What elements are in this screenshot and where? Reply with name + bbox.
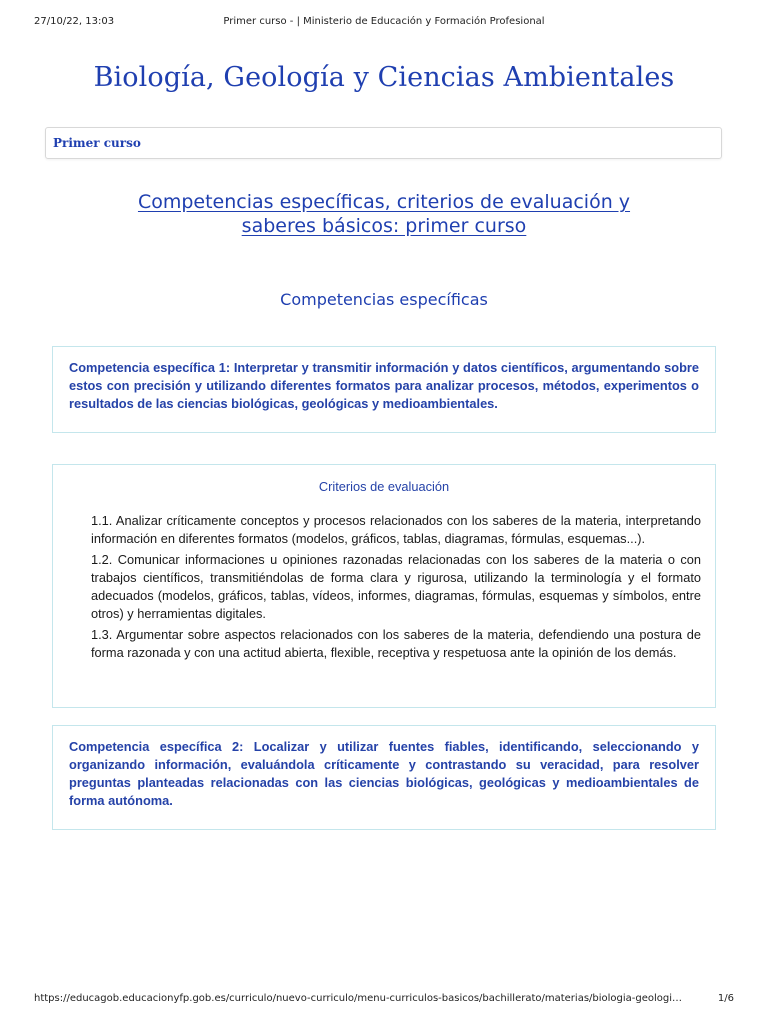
competencia-box-1 bbox=[52, 346, 716, 433]
criterio-item: 1.2. Comunicar informaciones u opiniones razonadas relacionadas con los saberes de la materia o con trabajos científicos, transmitiéndolas de forma clara y rigurosa, utilizando la terminología y el formato adecuados (modelos, gráficos, tablas, vídeos, informes, diagramas, fórmulas, esquemas y símbolos, entre otros) y herramientas digitales. bbox=[91, 552, 701, 621]
competencia-box-2 bbox=[52, 725, 716, 830]
breadcrumb-link-primer-curso[interactable]: Primer curso bbox=[53, 136, 141, 150]
subsection-title: Competencias específicas bbox=[280, 290, 488, 309]
breadcrumb bbox=[45, 127, 722, 159]
page-number: 1/6 bbox=[717, 993, 734, 1004]
print-url: https://educagob.educacionyfp.gob.es/curriculo/nuevo-curriculo/menu-curriculos-basicos/bachillerato/materias/biologia-geologi… bbox=[34, 993, 683, 1004]
print-datetime: 27/10/22, 13:03 bbox=[34, 16, 115, 27]
criterios-list bbox=[91, 512, 701, 665]
criterios-heading: Criterios de evaluación bbox=[318, 479, 450, 494]
competencia-text-2: Competencia específica 2: Localizar y utilizar fuentes fiables, identificando, seleccionando y organizando información, evaluándola críticamente y contrastando su veracidad, para resolver preguntas planteadas relacionadas con las ciencias biológicas, geológicas y medioambientales de forma autónoma. bbox=[69, 739, 699, 808]
criterios-box bbox=[52, 464, 716, 708]
criterio-item: 1.1. Analizar críticamente conceptos y procesos relacionados con los saberes de la materia, interpretando información en diferentes formatos (modelos, gráficos, tablas, diagramas, fórmulas, esquemas...). bbox=[91, 513, 701, 546]
print-header bbox=[34, 16, 734, 30]
section-title-link[interactable]: Competencias específicas, criterios de evaluación y saberes básicos: primer curso bbox=[137, 191, 631, 237]
competencia-text-1: Competencia específica 1: Interpretar y transmitir información y datos científicos, argumentando sobre estos con precisión y utilizando diferentes formatos para analizar procesos, métodos, experimentos o resultados de las ciencias biológicas, geológicas y medioambientales. bbox=[69, 360, 699, 411]
page-title: Biología, Geología y Ciencias Ambientales bbox=[93, 62, 675, 93]
print-footer bbox=[34, 993, 734, 1007]
print-document-title: Primer curso - | Ministerio de Educación y Formación Profesional bbox=[223, 16, 545, 27]
criterio-item: 1.3. Argumentar sobre aspectos relacionados con los saberes de la materia, defendiendo una postura de forma razonada y con una actitud abierta, flexible, receptiva y respetuosa ante la opinión de los demás. bbox=[91, 627, 701, 660]
